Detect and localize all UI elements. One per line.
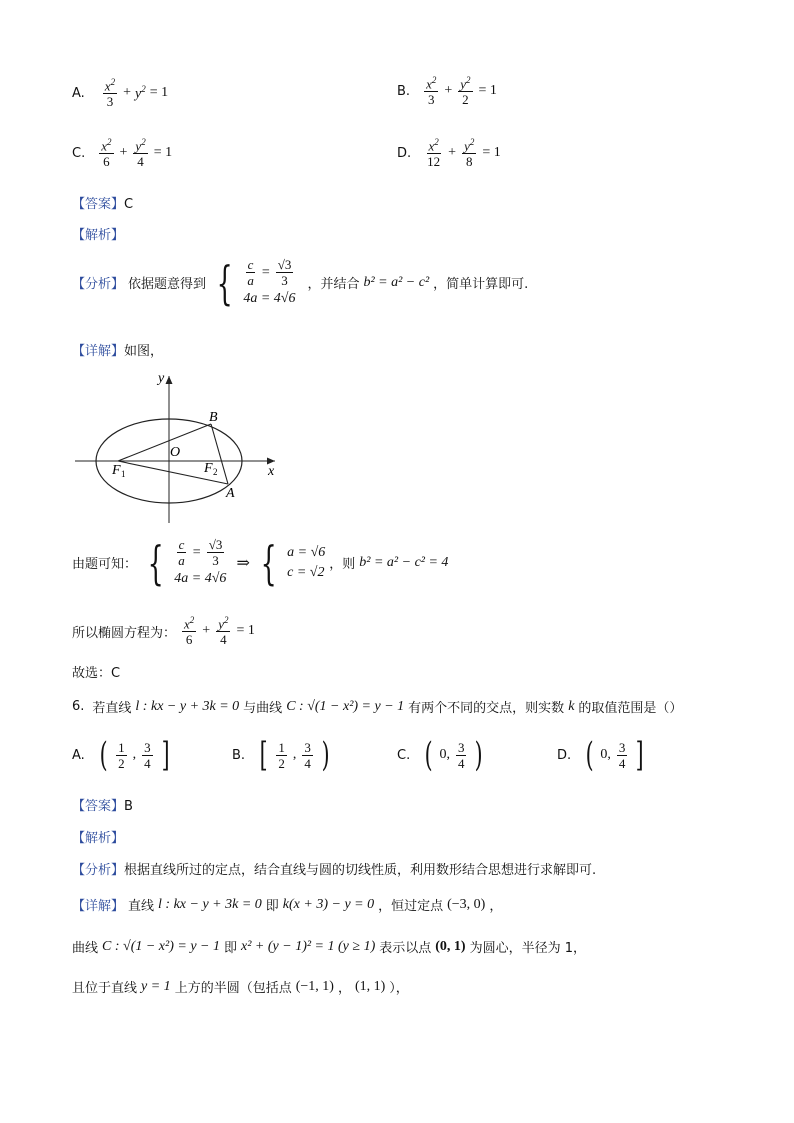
derivation-line: 由题可知： { $\frac{c}{a}$ = $\frac{√3}{3}$ 4a = 4√6 ⇒ { a = √6 c = √2 ，则 b² = a² − c² = 4 bbox=[72, 535, 449, 590]
label-f1: F bbox=[112, 463, 121, 478]
fenxi-line-q6: 【分析】根据直线所过的定点，结合直线与圆的切线性质，利用数形结合思想进行求解即可. bbox=[72, 863, 597, 878]
option-d: D. $\frac{x^2}{12}$ + $\frac{y^2}{8}$ = 1 bbox=[397, 137, 501, 170]
analysis-heading-q6: 【解析】 bbox=[72, 831, 125, 846]
q6-option-b: B. [ $\frac{1}{2}$ , $\frac{3}{4}$ ) bbox=[232, 735, 330, 775]
label-f2-sub: 2 bbox=[213, 467, 218, 477]
label-x: x bbox=[268, 464, 275, 479]
q6-option-c: C. ( 0, $\frac{3}{4}$ ) bbox=[397, 735, 484, 775]
option-letter: C. bbox=[72, 145, 86, 161]
answer-value: C bbox=[124, 197, 134, 212]
q6-option-d: D. ( 0, $\frac{3}{4}$ ] bbox=[557, 735, 645, 775]
fraction: $\frac{y^2}{4}$ bbox=[135, 137, 146, 170]
xiangjie-q6-line3: 且位于直线 y = 1 上方的半圆（包括点 (−1, 1) ， (1, 1) ）， bbox=[72, 978, 409, 996]
fraction: $\frac{x^2}{3}$ bbox=[104, 77, 116, 110]
option-letter: D. bbox=[397, 145, 412, 161]
ellipse-equation-line: 所以椭圆方程为： $\frac{x^2}{6}$ + $\frac{y^2}{4}$ = 1 bbox=[72, 615, 255, 648]
left-brace: { bbox=[216, 255, 233, 310]
option-c: C. $\frac{x^2}{6}$ + $\frac{y^2}{4}$ = 1 bbox=[72, 137, 173, 170]
fraction: $\frac{x^2}{6}$ bbox=[101, 137, 112, 170]
label-a: A bbox=[226, 486, 235, 501]
fenxi-line: 【分析】 依据题意得到 { $\frac{c}{a}$ = $\frac{√3}{3}$ 4a = 4√6 ，并结合 b² = a² − c² ，简单计算即可. bbox=[72, 255, 529, 310]
option-a: A. $\frac{x^2}{3}$ + $y^2$ = 1 bbox=[72, 77, 169, 110]
label-f2: F bbox=[204, 461, 213, 476]
label-b: B bbox=[209, 410, 218, 425]
option-letter: B. bbox=[397, 83, 411, 99]
option-b: B. $\frac{x^2}{3}$ + $\frac{y^2}{2}$ = 1 bbox=[397, 75, 497, 108]
segment-f1-b bbox=[118, 424, 211, 461]
q6-option-a: A. ( $\frac{1}{2}$ , $\frac{3}{4}$ ] bbox=[72, 735, 170, 775]
y-axis-arrow bbox=[166, 376, 173, 384]
choose-line: 故选：C bbox=[72, 666, 121, 681]
option-letter: A. bbox=[72, 85, 85, 101]
question-6: 6. 若直线 l : kx − y + 3k = 0 与曲线 C : √(1 − x²) = y − 1 有两个不同的交点，则实数 k 的取值范围是（） bbox=[72, 698, 683, 716]
ellipse-figure bbox=[70, 368, 285, 528]
equation-system: $\frac{c}{a}$ = $\frac{√3}{3}$ 4a = 4√6 bbox=[174, 537, 227, 586]
analysis-heading: 【解析】 bbox=[72, 228, 125, 243]
xiangjie-q6-line1: 【详解】 直线 l : kx − y + 3k = 0 即 k(x + 3) − y = 0 ，恒过定点 (−3, 0) ， bbox=[72, 896, 503, 914]
label-o: O bbox=[170, 445, 181, 460]
fraction: $\frac{y^2}{8}$ bbox=[464, 137, 475, 170]
fraction: $\frac{y^2}{2}$ bbox=[460, 75, 471, 108]
answer-line-q6: 【答案】B bbox=[72, 799, 133, 814]
fraction: $\frac{x^2}{12}$ bbox=[427, 137, 441, 170]
label-f1-sub: 1 bbox=[121, 469, 126, 479]
xiangjie-line: 【详解】如图， bbox=[72, 344, 164, 359]
xiangjie-q6-line2: 曲线 C : √(1 − x²) = y − 1 即 x² + (y − 1)² = 1 (y ≥ 1) 表示以点 (0, 1) 为圆心，半径为 1， bbox=[72, 938, 586, 956]
equation-system: $\frac{c}{a}$ = $\frac{√3}{3}$ 4a = 4√6 bbox=[243, 257, 296, 306]
result-system: a = √6 c = √2 bbox=[287, 544, 326, 580]
fraction: $\frac{x^2}{3}$ bbox=[426, 75, 437, 108]
label-y: y bbox=[158, 371, 165, 386]
answer-line bbox=[72, 193, 133, 212]
answer-tag: 【答案】 bbox=[72, 197, 125, 212]
